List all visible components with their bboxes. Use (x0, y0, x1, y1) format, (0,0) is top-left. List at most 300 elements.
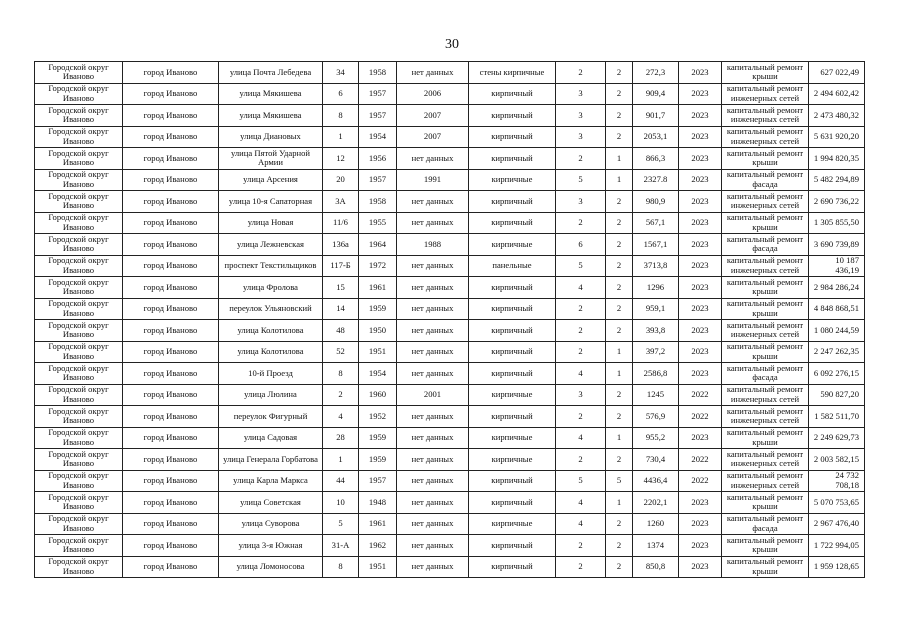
cell-plan-year: 2023 (679, 255, 722, 277)
cell-last-overhaul-year: 1988 (397, 234, 469, 256)
cell-entrances: 2 (606, 191, 633, 213)
cell-wall-material: кирпичные (469, 169, 556, 191)
cell-work-type: капитальный ремонт инженерных сетей (722, 470, 809, 492)
cell-wall-material: кирпичный (469, 341, 556, 363)
table-row (35, 535, 865, 557)
cell-wall-material: кирпичные (469, 427, 556, 449)
cell-street: улица Почта Лебедева (219, 62, 323, 84)
cell-wall-material: кирпичный (469, 105, 556, 127)
cell-municipality: Городской округ Иваново (35, 212, 123, 234)
cell-cost: 1 582 511,70 (809, 406, 865, 428)
cell-plan-year: 2023 (679, 513, 722, 535)
cell-wall-material: панельные (469, 255, 556, 277)
cell-settlement: город Иваново (123, 105, 219, 127)
cell-entrances: 2 (606, 513, 633, 535)
cell-street: улица Диановых (219, 126, 323, 148)
cell-plan-year: 2023 (679, 148, 722, 170)
cell-street: улица Колотилова (219, 320, 323, 342)
cell-floors: 2 (556, 62, 606, 84)
cell-settlement: город Иваново (123, 83, 219, 105)
table-row (35, 126, 865, 148)
cell-house-number: 6 (323, 83, 359, 105)
cell-entrances: 1 (606, 341, 633, 363)
cell-wall-material: кирпичный (469, 535, 556, 557)
cell-last-overhaul-year: нет данных (397, 427, 469, 449)
cell-cost: 5 482 294,89 (809, 169, 865, 191)
cell-build-year: 1962 (359, 535, 397, 557)
cell-area: 1567,1 (633, 234, 679, 256)
cell-floors: 2 (556, 406, 606, 428)
cell-plan-year: 2023 (679, 169, 722, 191)
cell-build-year: 1957 (359, 470, 397, 492)
cell-wall-material: кирпичный (469, 363, 556, 385)
cell-street: улица Пятой Ударной Армии (219, 148, 323, 170)
cell-municipality: Городской округ Иваново (35, 535, 123, 557)
cell-entrances: 2 (606, 212, 633, 234)
cell-build-year: 1958 (359, 62, 397, 84)
cell-area: 1260 (633, 513, 679, 535)
cell-floors: 4 (556, 363, 606, 385)
cell-municipality: Городской округ Иваново (35, 513, 123, 535)
cell-last-overhaul-year: нет данных (397, 298, 469, 320)
cell-floors: 2 (556, 341, 606, 363)
cell-street: улица Ломоносова (219, 556, 323, 578)
cell-last-overhaul-year: нет данных (397, 406, 469, 428)
cell-house-number: 34 (323, 62, 359, 84)
cell-house-number: 28 (323, 427, 359, 449)
cell-work-type: капитальный ремонт инженерных сетей (722, 191, 809, 213)
cell-cost: 2 690 736,22 (809, 191, 865, 213)
cell-cost: 627 022,49 (809, 62, 865, 84)
table-row (35, 320, 865, 342)
cell-plan-year: 2022 (679, 449, 722, 471)
cell-street: улица Новая (219, 212, 323, 234)
cell-house-number: 1 (323, 126, 359, 148)
cell-area: 955,2 (633, 427, 679, 449)
cell-municipality: Городской округ Иваново (35, 363, 123, 385)
cell-build-year: 1952 (359, 406, 397, 428)
cell-street: переулок Фигурный (219, 406, 323, 428)
cell-wall-material: кирпичный (469, 320, 556, 342)
cell-entrances: 2 (606, 298, 633, 320)
cell-entrances: 2 (606, 449, 633, 471)
cell-area: 397,2 (633, 341, 679, 363)
cell-plan-year: 2023 (679, 427, 722, 449)
cell-settlement: город Иваново (123, 427, 219, 449)
cell-street: улица Мякишева (219, 83, 323, 105)
cell-entrances: 2 (606, 406, 633, 428)
cell-last-overhaul-year: нет данных (397, 513, 469, 535)
cell-settlement: город Иваново (123, 298, 219, 320)
cell-cost: 2 247 262,35 (809, 341, 865, 363)
cell-plan-year: 2023 (679, 105, 722, 127)
cell-floors: 2 (556, 535, 606, 557)
cell-settlement: город Иваново (123, 341, 219, 363)
cell-settlement: город Иваново (123, 384, 219, 406)
cell-cost: 2 249 629,73 (809, 427, 865, 449)
cell-cost: 2 473 480,32 (809, 105, 865, 127)
cell-entrances: 2 (606, 255, 633, 277)
cell-settlement: город Иваново (123, 212, 219, 234)
cell-municipality: Городской округ Иваново (35, 83, 123, 105)
table-row (35, 148, 865, 170)
cell-wall-material: кирпичные (469, 513, 556, 535)
cell-floors: 3 (556, 126, 606, 148)
cell-wall-material: кирпичный (469, 406, 556, 428)
table-row (35, 492, 865, 514)
cell-entrances: 2 (606, 320, 633, 342)
cell-floors: 6 (556, 234, 606, 256)
cell-plan-year: 2023 (679, 234, 722, 256)
cell-house-number: 31-А (323, 535, 359, 557)
cell-plan-year: 2022 (679, 470, 722, 492)
cell-municipality: Городской округ Иваново (35, 492, 123, 514)
cell-house-number: 3А (323, 191, 359, 213)
cell-floors: 5 (556, 169, 606, 191)
cell-area: 567,1 (633, 212, 679, 234)
cell-street: улица Генерала Горбатова (219, 449, 323, 471)
cell-house-number: 5 (323, 513, 359, 535)
cell-last-overhaul-year: нет данных (397, 148, 469, 170)
cell-area: 901,7 (633, 105, 679, 127)
cell-build-year: 1959 (359, 427, 397, 449)
table-row (35, 298, 865, 320)
cell-last-overhaul-year: нет данных (397, 341, 469, 363)
cell-street: улица Карла Маркса (219, 470, 323, 492)
cell-entrances: 2 (606, 105, 633, 127)
table-row (35, 341, 865, 363)
cell-build-year: 1961 (359, 277, 397, 299)
cell-wall-material: кирпичные (469, 449, 556, 471)
cell-cost: 1 305 855,50 (809, 212, 865, 234)
cell-settlement: город Иваново (123, 169, 219, 191)
cell-floors: 4 (556, 427, 606, 449)
cell-area: 576,9 (633, 406, 679, 428)
cell-entrances: 2 (606, 62, 633, 84)
cell-street: улица Советская (219, 492, 323, 514)
cell-cost: 2 494 602,42 (809, 83, 865, 105)
cell-street: улица 3-я Южная (219, 535, 323, 557)
cell-area: 959,1 (633, 298, 679, 320)
cell-house-number: 52 (323, 341, 359, 363)
cell-work-type: капитальный ремонт инженерных сетей (722, 83, 809, 105)
cell-house-number: 2 (323, 384, 359, 406)
cell-area: 909,4 (633, 83, 679, 105)
cell-wall-material: стены кирпичные (469, 62, 556, 84)
cell-work-type: капитальный ремонт крыши (722, 556, 809, 578)
cell-build-year: 1955 (359, 212, 397, 234)
cell-floors: 2 (556, 148, 606, 170)
table-row (35, 62, 865, 84)
table-row (35, 427, 865, 449)
cell-work-type: капитальный ремонт инженерных сетей (722, 105, 809, 127)
cell-plan-year: 2023 (679, 535, 722, 557)
cell-work-type: капитальный ремонт крыши (722, 62, 809, 84)
cell-work-type: капитальный ремонт крыши (722, 277, 809, 299)
cell-last-overhaul-year: нет данных (397, 492, 469, 514)
table-row (35, 212, 865, 234)
cell-build-year: 1960 (359, 384, 397, 406)
cell-settlement: город Иваново (123, 320, 219, 342)
cell-work-type: капитальный ремонт фасада (722, 363, 809, 385)
cell-settlement: город Иваново (123, 126, 219, 148)
table-row (35, 556, 865, 578)
cell-floors: 3 (556, 105, 606, 127)
cell-entrances: 1 (606, 169, 633, 191)
cell-floors: 2 (556, 449, 606, 471)
cell-plan-year: 2023 (679, 298, 722, 320)
cell-wall-material: кирпичный (469, 83, 556, 105)
cell-build-year: 1954 (359, 126, 397, 148)
cell-floors: 5 (556, 470, 606, 492)
cell-last-overhaul-year: 2007 (397, 126, 469, 148)
cell-street: улица Фролова (219, 277, 323, 299)
cell-entrances: 2 (606, 535, 633, 557)
cell-wall-material: кирпичный (469, 191, 556, 213)
cell-floors: 4 (556, 492, 606, 514)
cell-street: улица Суворова (219, 513, 323, 535)
cell-entrances: 2 (606, 384, 633, 406)
cell-build-year: 1957 (359, 83, 397, 105)
cell-cost: 5 631 920,20 (809, 126, 865, 148)
cell-municipality: Городской округ Иваново (35, 298, 123, 320)
cell-house-number: 136а (323, 234, 359, 256)
cell-build-year: 1957 (359, 169, 397, 191)
cell-cost: 1 722 994,05 (809, 535, 865, 557)
cell-entrances: 1 (606, 363, 633, 385)
cell-plan-year: 2023 (679, 492, 722, 514)
cell-area: 2053,1 (633, 126, 679, 148)
cell-house-number: 1 (323, 449, 359, 471)
cell-entrances: 1 (606, 148, 633, 170)
cell-street: улица 10-я Сапаторная (219, 191, 323, 213)
cell-floors: 2 (556, 320, 606, 342)
cell-last-overhaul-year: 1991 (397, 169, 469, 191)
cell-house-number: 117-Б (323, 255, 359, 277)
cell-floors: 5 (556, 255, 606, 277)
cell-area: 980,9 (633, 191, 679, 213)
cell-house-number: 15 (323, 277, 359, 299)
cell-settlement: город Иваново (123, 535, 219, 557)
cell-municipality: Городской округ Иваново (35, 384, 123, 406)
cell-build-year: 1972 (359, 255, 397, 277)
cell-municipality: Городской округ Иваново (35, 148, 123, 170)
cell-area: 272,3 (633, 62, 679, 84)
cell-wall-material: кирпичный (469, 470, 556, 492)
cell-cost: 1 994 820,35 (809, 148, 865, 170)
cell-plan-year: 2023 (679, 556, 722, 578)
cell-street: улица Лежневская (219, 234, 323, 256)
cell-settlement: город Иваново (123, 191, 219, 213)
table-row (35, 83, 865, 105)
cell-entrances: 2 (606, 83, 633, 105)
cell-entrances: 5 (606, 470, 633, 492)
table-row (35, 234, 865, 256)
cell-last-overhaul-year: нет данных (397, 449, 469, 471)
cell-cost: 24 732 708,18 (809, 470, 865, 492)
cell-work-type: капитальный ремонт инженерных сетей (722, 255, 809, 277)
cell-entrances: 2 (606, 277, 633, 299)
cell-municipality: Городской округ Иваново (35, 105, 123, 127)
cell-area: 866,3 (633, 148, 679, 170)
cell-house-number: 20 (323, 169, 359, 191)
cell-house-number: 10 (323, 492, 359, 514)
cell-work-type: капитальный ремонт крыши (722, 427, 809, 449)
cell-municipality: Городской округ Иваново (35, 320, 123, 342)
cell-build-year: 1961 (359, 513, 397, 535)
cell-cost: 3 690 739,89 (809, 234, 865, 256)
cell-municipality: Городской округ Иваново (35, 255, 123, 277)
cell-work-type: капитальный ремонт инженерных сетей (722, 449, 809, 471)
cell-street: улица Мякишева (219, 105, 323, 127)
cell-build-year: 1951 (359, 556, 397, 578)
cell-floors: 4 (556, 277, 606, 299)
cell-plan-year: 2023 (679, 320, 722, 342)
cell-house-number: 48 (323, 320, 359, 342)
cell-cost: 1 959 128,65 (809, 556, 865, 578)
table-row (35, 363, 865, 385)
cell-settlement: город Иваново (123, 556, 219, 578)
cell-work-type: капитальный ремонт инженерных сетей (722, 406, 809, 428)
cell-municipality: Городской округ Иваново (35, 62, 123, 84)
cell-build-year: 1959 (359, 298, 397, 320)
cell-work-type: капитальный ремонт инженерных сетей (722, 126, 809, 148)
cell-work-type: капитальный ремонт крыши (722, 341, 809, 363)
cell-plan-year: 2023 (679, 191, 722, 213)
cell-cost: 10 187 436,19 (809, 255, 865, 277)
cell-area: 2327.8 (633, 169, 679, 191)
cell-last-overhaul-year: 2001 (397, 384, 469, 406)
cell-wall-material: кирпичный (469, 277, 556, 299)
cell-street: 10-й Проезд (219, 363, 323, 385)
cell-last-overhaul-year: нет данных (397, 255, 469, 277)
table-row (35, 105, 865, 127)
cell-area: 1245 (633, 384, 679, 406)
cell-street: улица Арсения (219, 169, 323, 191)
cell-plan-year: 2023 (679, 212, 722, 234)
cell-municipality: Городской округ Иваново (35, 427, 123, 449)
cell-municipality: Городской округ Иваново (35, 556, 123, 578)
cell-street: улица Садовая (219, 427, 323, 449)
cell-last-overhaul-year: нет данных (397, 535, 469, 557)
cell-cost: 6 092 276,15 (809, 363, 865, 385)
cell-area: 850,8 (633, 556, 679, 578)
housing-repair-table (34, 61, 865, 578)
cell-last-overhaul-year: нет данных (397, 191, 469, 213)
cell-wall-material: кирпичный (469, 148, 556, 170)
cell-wall-material: кирпичные (469, 384, 556, 406)
cell-plan-year: 2023 (679, 363, 722, 385)
cell-house-number: 14 (323, 298, 359, 320)
cell-floors: 2 (556, 298, 606, 320)
cell-entrances: 2 (606, 126, 633, 148)
cell-work-type: капитальный ремонт крыши (722, 492, 809, 514)
cell-house-number: 44 (323, 470, 359, 492)
cell-municipality: Городской округ Иваново (35, 341, 123, 363)
cell-area: 2202,1 (633, 492, 679, 514)
cell-settlement: город Иваново (123, 470, 219, 492)
cell-wall-material: кирпичный (469, 492, 556, 514)
cell-area: 393,8 (633, 320, 679, 342)
cell-last-overhaul-year: нет данных (397, 556, 469, 578)
cell-area: 2586,8 (633, 363, 679, 385)
table-row (35, 449, 865, 471)
cell-plan-year: 2023 (679, 83, 722, 105)
cell-house-number: 11/6 (323, 212, 359, 234)
cell-area: 1374 (633, 535, 679, 557)
cell-settlement: город Иваново (123, 234, 219, 256)
table-row (35, 406, 865, 428)
cell-settlement: город Иваново (123, 277, 219, 299)
cell-house-number: 4 (323, 406, 359, 428)
cell-last-overhaul-year: нет данных (397, 277, 469, 299)
cell-work-type: капитальный ремонт фасада (722, 234, 809, 256)
cell-settlement: город Иваново (123, 62, 219, 84)
cell-last-overhaul-year: 2006 (397, 83, 469, 105)
cell-plan-year: 2022 (679, 384, 722, 406)
cell-plan-year: 2023 (679, 62, 722, 84)
cell-work-type: капитальный ремонт крыши (722, 212, 809, 234)
table-row (35, 277, 865, 299)
cell-settlement: город Иваново (123, 363, 219, 385)
table-row (35, 470, 865, 492)
cell-floors: 4 (556, 513, 606, 535)
cell-plan-year: 2022 (679, 406, 722, 428)
table-row (35, 513, 865, 535)
cell-build-year: 1956 (359, 148, 397, 170)
cell-area: 3713,8 (633, 255, 679, 277)
cell-house-number: 8 (323, 363, 359, 385)
cell-street: переулок Ульяновский (219, 298, 323, 320)
cell-area: 1296 (633, 277, 679, 299)
cell-settlement: город Иваново (123, 492, 219, 514)
cell-street: улица Колотилова (219, 341, 323, 363)
cell-floors: 3 (556, 191, 606, 213)
cell-settlement: город Иваново (123, 255, 219, 277)
cell-cost: 4 848 868,51 (809, 298, 865, 320)
cell-area: 4436,4 (633, 470, 679, 492)
cell-street: проспект Текстильщиков (219, 255, 323, 277)
cell-build-year: 1954 (359, 363, 397, 385)
cell-build-year: 1950 (359, 320, 397, 342)
cell-house-number: 8 (323, 556, 359, 578)
cell-entrances: 1 (606, 427, 633, 449)
cell-cost: 590 827,20 (809, 384, 865, 406)
cell-last-overhaul-year: нет данных (397, 470, 469, 492)
table-row (35, 384, 865, 406)
cell-work-type: капитальный ремонт инженерных сетей (722, 320, 809, 342)
cell-settlement: город Иваново (123, 148, 219, 170)
cell-municipality: Городской округ Иваново (35, 234, 123, 256)
cell-house-number: 12 (323, 148, 359, 170)
cell-wall-material: кирпичный (469, 212, 556, 234)
cell-last-overhaul-year: нет данных (397, 363, 469, 385)
cell-settlement: город Иваново (123, 449, 219, 471)
cell-plan-year: 2023 (679, 341, 722, 363)
cell-municipality: Городской округ Иваново (35, 169, 123, 191)
cell-plan-year: 2023 (679, 277, 722, 299)
cell-cost: 2 003 582,15 (809, 449, 865, 471)
cell-work-type: капитальный ремонт крыши (722, 298, 809, 320)
cell-floors: 3 (556, 83, 606, 105)
cell-plan-year: 2023 (679, 126, 722, 148)
cell-work-type: капитальный ремонт фасада (722, 513, 809, 535)
cell-build-year: 1957 (359, 105, 397, 127)
cell-last-overhaul-year: 2007 (397, 105, 469, 127)
table-row (35, 169, 865, 191)
cell-cost: 5 070 753,65 (809, 492, 865, 514)
cell-work-type: капитальный ремонт крыши (722, 148, 809, 170)
